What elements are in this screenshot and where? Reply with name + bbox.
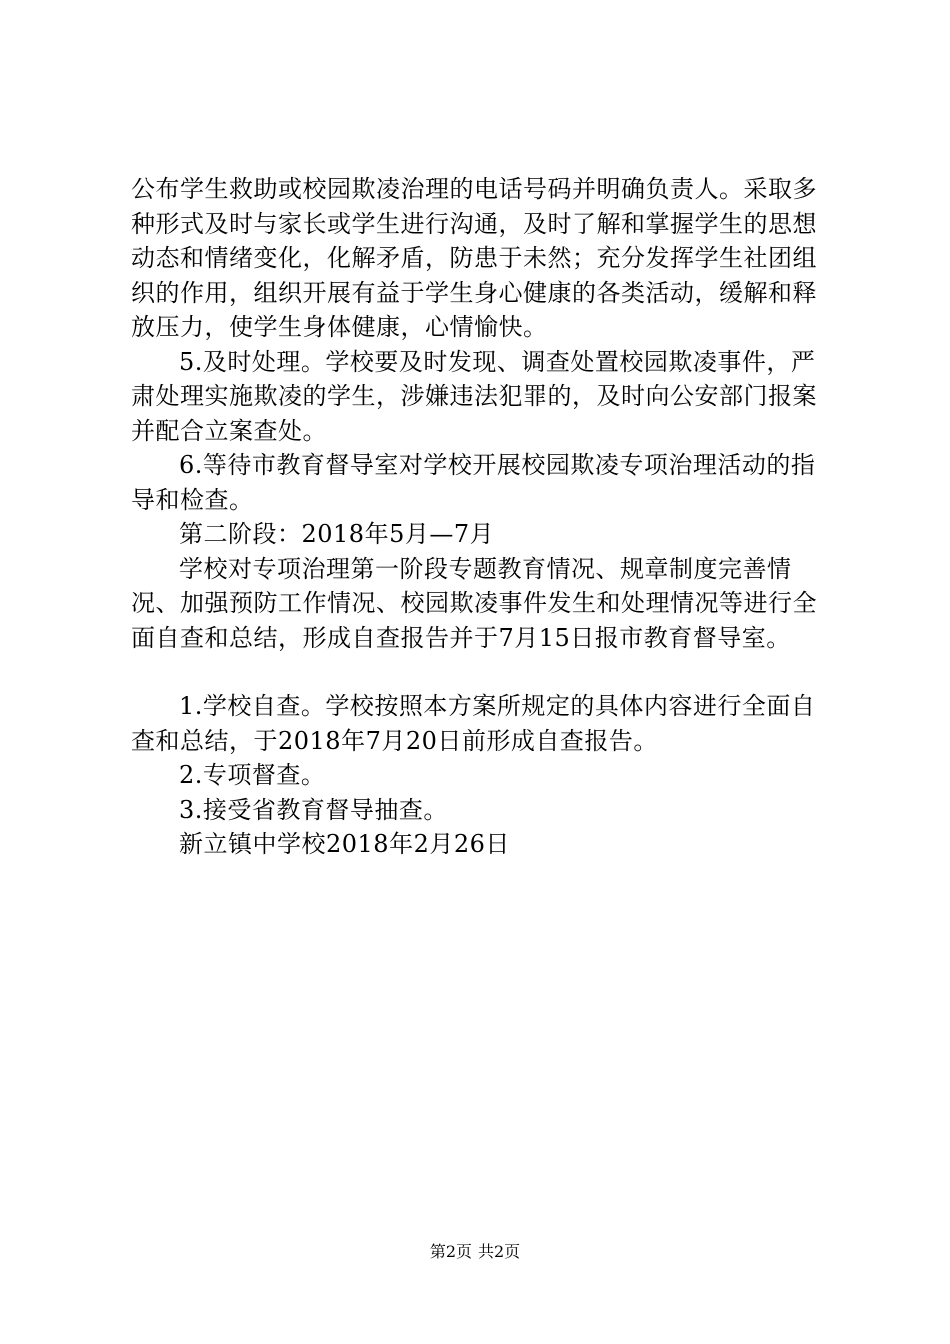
paragraph-measures-continued: 公布学生救助或校园欺凌治理的电话号码并明确负责人。采取多种形式及时与家长或学生进行沟通，及时了解和掌握学生的思想动态和情绪变化，化解矛盾，防患于未然；充分发挥学生社团组织的作用，组织开展有益于学生身心健康的各类活动，缓解和释放压力，使学生身体健康，心情愉快。 bbox=[131, 175, 817, 341]
paragraph-step-1: 1.学校自查。学校按照本方案所规定的具体内容进行全面自查和总结，于2018年7月20日前形成自查报告。 bbox=[131, 692, 816, 755]
paragraph-item-6: 6.等待市教育督导室对学校开展校园欺凌专项治理活动的指导和检查。 bbox=[131, 451, 816, 514]
page-number-current: 第2页 bbox=[429, 1242, 472, 1261]
phase-two-heading: 第二阶段：2018年5月—7月 bbox=[179, 520, 495, 548]
paragraph-step-2: 2.专项督查。 bbox=[179, 761, 326, 789]
document-body bbox=[131, 172, 831, 862]
page-number-total: 共2页 bbox=[478, 1242, 521, 1261]
paragraph-phase-two-summary: 学校对专项治理第一阶段专题教育情况、规章制度完善情况、加强预防工作情况、校园欺凌事件发生和处理情况等进行全面自查和总结，形成自查报告并于7月15日报市教育督导室。 bbox=[131, 554, 817, 652]
paragraph-spacer bbox=[131, 655, 831, 689]
paragraph-step-3: 3.接受省教育督导抽查。 bbox=[179, 795, 448, 824]
page-footer bbox=[0, 1242, 950, 1262]
signature-date-line: 新立镇中学校2018年2月26日 bbox=[179, 830, 510, 858]
paragraph-item-5: 5.及时处理。学校要及时发现、调查处置校园欺凌事件，严肃处理实施欺凌的学生，涉嫌违法犯罪的，及时向公安部门报案并配合立案查处。 bbox=[131, 347, 817, 445]
